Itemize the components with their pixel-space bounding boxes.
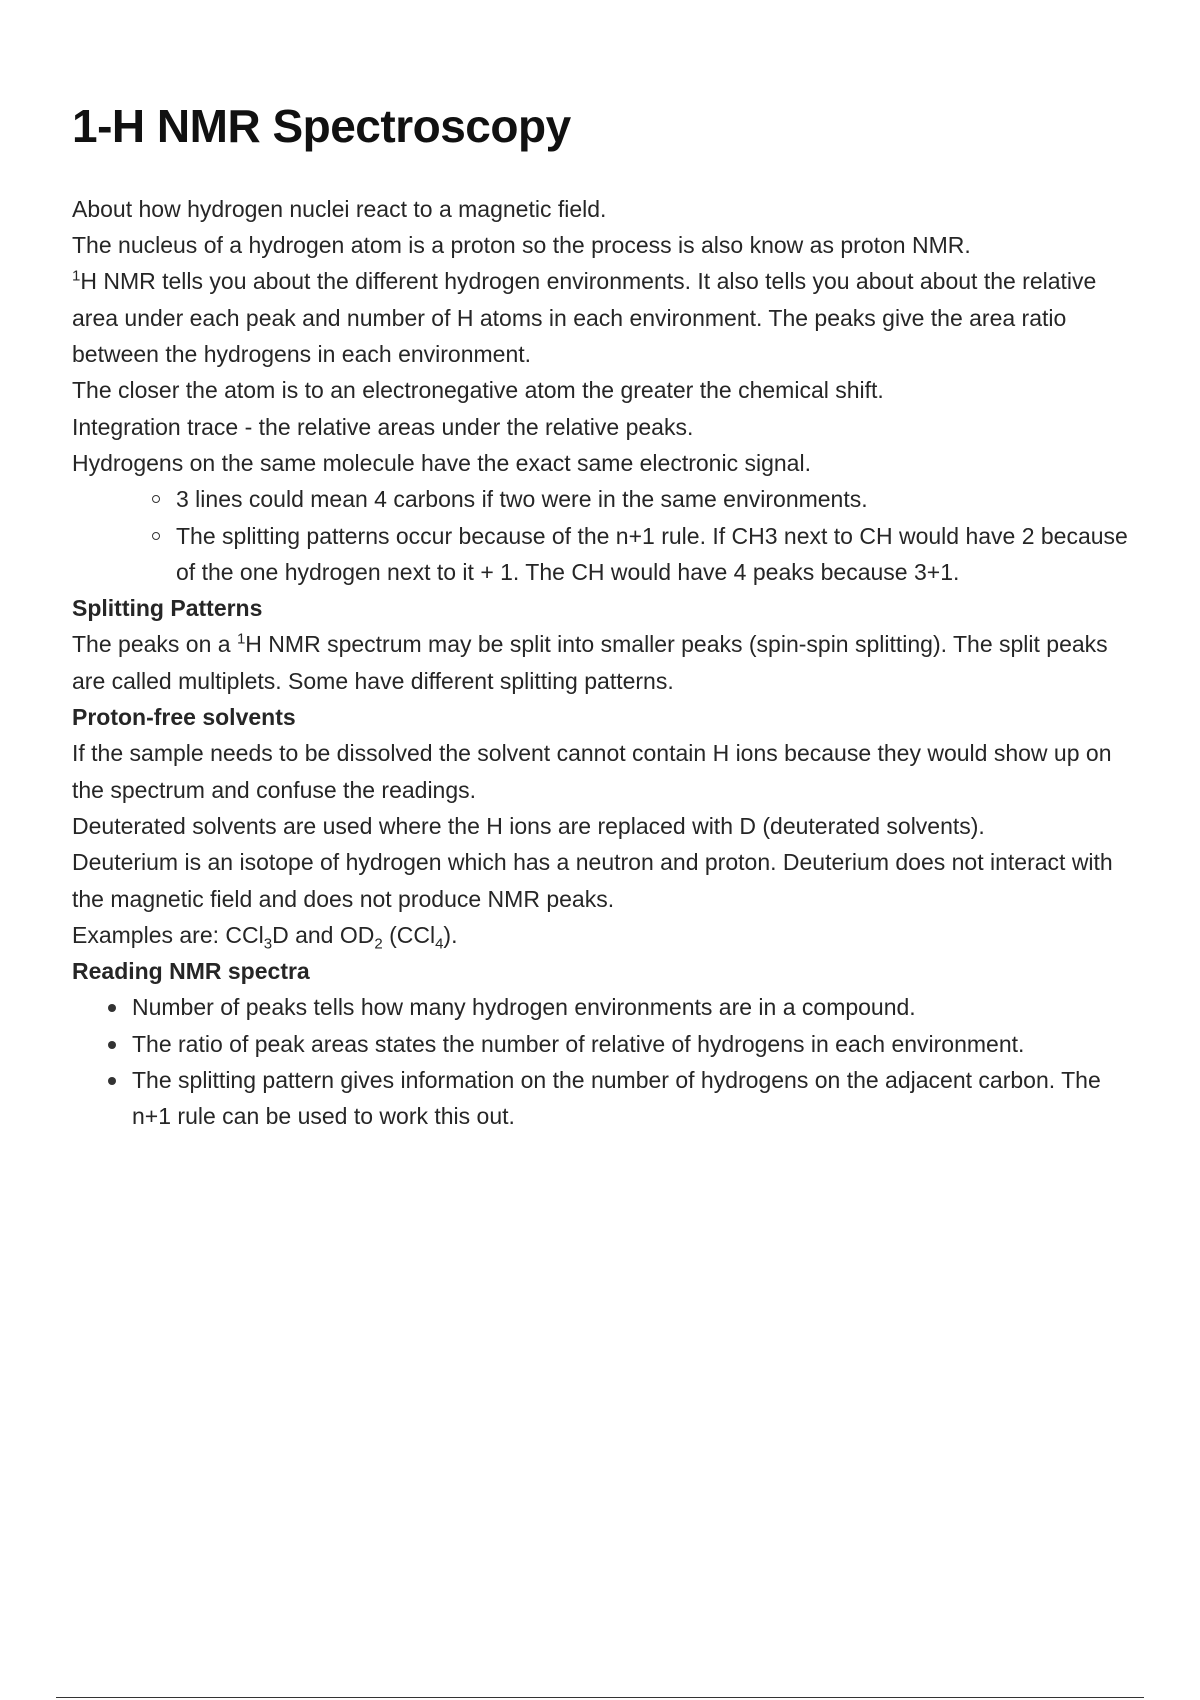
- reading-bullet-item: The ratio of peak areas states the number of relative of hydrogens in each environment.: [132, 1026, 1132, 1062]
- reading-bullet-list: [72, 989, 1132, 1134]
- superscript-1: 1: [236, 630, 246, 648]
- intro-line-1: About how hydrogen nuclei react to a magnetic field.: [72, 195, 607, 222]
- solvents-line-3: Deuterium is an isotope of hydrogen which has a neutron and proton. Deuterium does not interact with the magnetic field and does not produce NMR peaks.: [72, 849, 1113, 912]
- intro-line-3: [72, 263, 1132, 372]
- intro-line-5: Integration trace - the relative areas under the relative peaks.: [72, 413, 694, 440]
- solvents-line-2: Deuterated solvents are used where the H ions are replaced with D (deuterated solvents).: [72, 812, 985, 839]
- footer-divider: [56, 1697, 1144, 1698]
- intro-line-2: The nucleus of a hydrogen atom is a proton so the process is also know as proton NMR.: [72, 232, 971, 259]
- section-heading-splitting: Splitting Patterns: [72, 595, 263, 622]
- examples-mid-2: (CCl: [382, 921, 436, 948]
- intro-line-6: Hydrogens on the same molecule have the exact same electronic signal.: [72, 449, 811, 476]
- solvents-examples: [72, 917, 1132, 953]
- section-heading-solvents: Proton-free solvents: [72, 704, 296, 731]
- sub-bullet-list: [72, 481, 1132, 590]
- splitting-paragraph: [72, 626, 1132, 699]
- intro-line-4: The closer the atom is to an electronegative atom the greater the chemical shift.: [72, 377, 884, 404]
- sub-bullet-item: The splitting patterns occur because of the n+1 rule. If CH3 next to CH would have 2 because of the one hydrogen next to it + 1. The CH would have 4 peaks because 3+1.: [176, 518, 1132, 591]
- reading-bullet-item: The splitting pattern gives information on the number of hydrogens on the adjacent carbon. The n+1 rule can be used to work this out.: [132, 1062, 1132, 1135]
- sub-bullet-item: 3 lines could mean 4 carbons if two were in the same environments.: [176, 481, 1132, 517]
- examples-suffix: ).: [443, 921, 458, 948]
- document-page: [72, 100, 1132, 1135]
- page-title: 1-H NMR Spectroscopy: [72, 100, 571, 152]
- solvents-line-1: If the sample needs to be dissolved the solvent cannot contain H ions because they would show up on the spectrum and confuse the readings.: [72, 740, 1112, 803]
- examples-prefix: Examples are: CCl: [72, 921, 264, 948]
- splitting-text-before: The peaks on a: [72, 631, 237, 658]
- subscript-4: 4: [435, 935, 444, 953]
- intro-line-3-text: H NMR tells you about the different hydrogen environments. It also tells you about about the relative area under each peak and number of H atoms in each environment. The peaks give the area ratio between the hydrogens in each environment.: [72, 268, 1097, 368]
- reading-bullet-item: Number of peaks tells how many hydrogen environments are in a compound.: [132, 989, 1132, 1025]
- examples-mid-1: D and OD: [272, 921, 375, 948]
- superscript-1: 1: [72, 267, 81, 285]
- subscript-3: 3: [263, 935, 273, 953]
- subscript-2: 2: [374, 935, 383, 953]
- splitting-text-after: H NMR spectrum may be split into smaller peaks (spin-spin splitting). The split peaks are called multiplets. Some have different splitting patterns.: [72, 631, 1108, 694]
- section-heading-reading: Reading NMR spectra: [72, 958, 310, 985]
